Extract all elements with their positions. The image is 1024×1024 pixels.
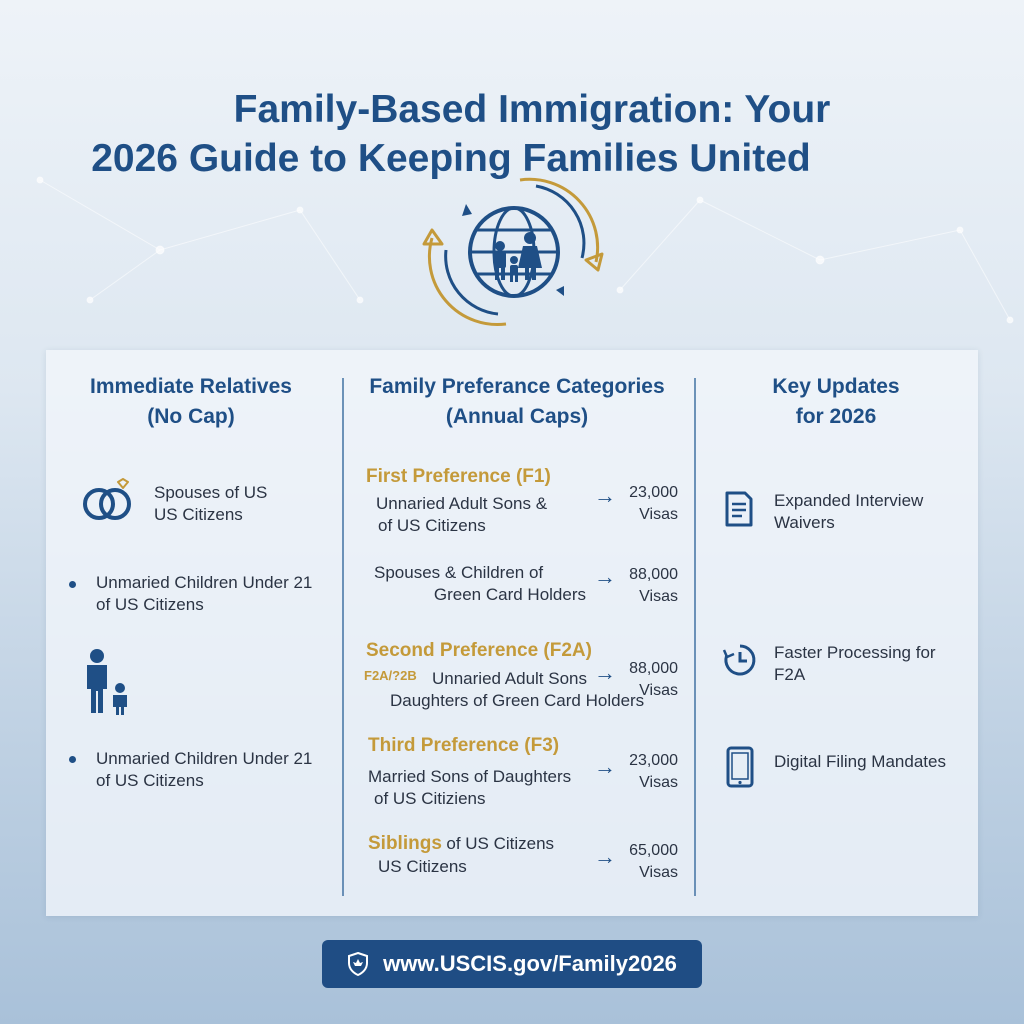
- bullet: [69, 581, 76, 588]
- item-line: Expanded Interview: [774, 491, 924, 510]
- globe-family-cycle-icon: [416, 174, 612, 330]
- item-line: of US Citizens: [378, 516, 486, 535]
- preference-categories-heading: [352, 372, 682, 432]
- arrow-right-icon: →: [594, 483, 616, 508]
- parent-child-icon: [80, 646, 134, 716]
- item-line: Unnaried Adult Sons &: [376, 494, 548, 513]
- list-item: [774, 642, 936, 686]
- category-description: [378, 856, 467, 878]
- preference-heading-line-1: Family Preferance Categories: [369, 375, 665, 398]
- column-divider: [342, 378, 344, 896]
- list-item: [96, 748, 312, 792]
- uscis-link-button[interactable]: [322, 940, 702, 988]
- visa-count: [608, 482, 678, 526]
- clock-icon: [722, 642, 758, 678]
- arrow-right-icon: →: [594, 660, 616, 685]
- category-title-rest: of US Citizens: [446, 834, 555, 853]
- item-line: Digital Filing Mandates: [774, 752, 946, 771]
- count-unit: Visas: [639, 864, 678, 881]
- item-line: Unnaried Adult Sons: [432, 669, 587, 688]
- visa-count: [608, 658, 678, 702]
- wedding-rings-icon: [82, 478, 136, 524]
- count-value: 23,000: [629, 752, 678, 769]
- item-line: of US Citizens: [96, 595, 204, 614]
- item-line: Spouses & Children of: [374, 563, 544, 582]
- item-line: Unmaried Children Under 21: [96, 573, 313, 592]
- immediate-heading-line-2: (No Cap): [147, 405, 235, 428]
- arrow-right-icon: →: [594, 564, 616, 589]
- item-line: Unmaried Children Under 21: [96, 749, 313, 768]
- item-line: of US Citiziens: [374, 789, 486, 808]
- bullet: [69, 756, 76, 763]
- count-value: 88,000: [629, 566, 678, 583]
- item-line: Daughters of Green Card Holders: [390, 691, 645, 710]
- count-value: 65,000: [629, 842, 678, 859]
- category-title: Third Preference (F3): [368, 735, 560, 756]
- category-title: [368, 833, 554, 855]
- visa-count: [608, 564, 678, 608]
- column-divider: [694, 378, 696, 896]
- list-item: [774, 751, 946, 773]
- page-title: [0, 86, 1024, 184]
- immediate-heading-line-1: Immediate Relatives: [90, 375, 292, 398]
- content-panel: [46, 350, 978, 916]
- category-description: [368, 766, 571, 810]
- key-updates-heading: [706, 372, 966, 432]
- preference-heading-line-2: (Annual Caps): [445, 405, 589, 428]
- visa-count: [608, 840, 678, 884]
- count-value: 88,000: [629, 660, 678, 677]
- count-unit: Visas: [639, 682, 678, 699]
- item-line: US Citizens: [378, 857, 467, 876]
- document-icon: [724, 490, 754, 528]
- updates-heading-line-1: Key Updates: [772, 375, 900, 398]
- category-description: [376, 493, 547, 537]
- visa-count: [608, 750, 678, 794]
- item-line: Faster Processing for: [774, 643, 936, 662]
- item-line: of US Citizens: [96, 771, 204, 790]
- arrow-right-icon: →: [594, 754, 616, 779]
- immediate-relatives-heading: [66, 372, 316, 432]
- list-item: [774, 490, 923, 534]
- item-line: F2A: [774, 665, 806, 684]
- list-item: [154, 482, 267, 526]
- title-line-2: 2026 Guide to Keeping Families United: [91, 136, 811, 180]
- item-line: Waivers: [774, 513, 835, 532]
- item-line: Spouses of US: [154, 483, 268, 502]
- count-unit: Visas: [639, 774, 678, 791]
- category-prefix: F2A/?2B: [364, 668, 417, 683]
- item-line: Green Card Holders: [433, 585, 586, 604]
- count-unit: Visas: [639, 506, 678, 523]
- shield-icon: [347, 952, 369, 976]
- tablet-icon: [726, 746, 754, 788]
- category-title: First Preference (F1): [366, 466, 551, 487]
- count-unit: Visas: [639, 588, 678, 605]
- item-line: Married Sons of Daughters: [368, 767, 572, 786]
- list-item: [96, 572, 312, 616]
- updates-heading-line-2: for 2026: [795, 405, 877, 428]
- count-value: 23,000: [629, 484, 678, 501]
- title-line-1: Family-Based Immigration: Your: [233, 88, 831, 131]
- category-title-text: Siblings: [368, 833, 442, 854]
- url-text: www.USCIS.gov/Family2026: [383, 951, 677, 976]
- category-description: [374, 562, 586, 606]
- category-title: Second Preference (F2A): [366, 640, 592, 661]
- item-line: US Citizens: [154, 505, 243, 524]
- arrow-right-icon: →: [594, 844, 616, 869]
